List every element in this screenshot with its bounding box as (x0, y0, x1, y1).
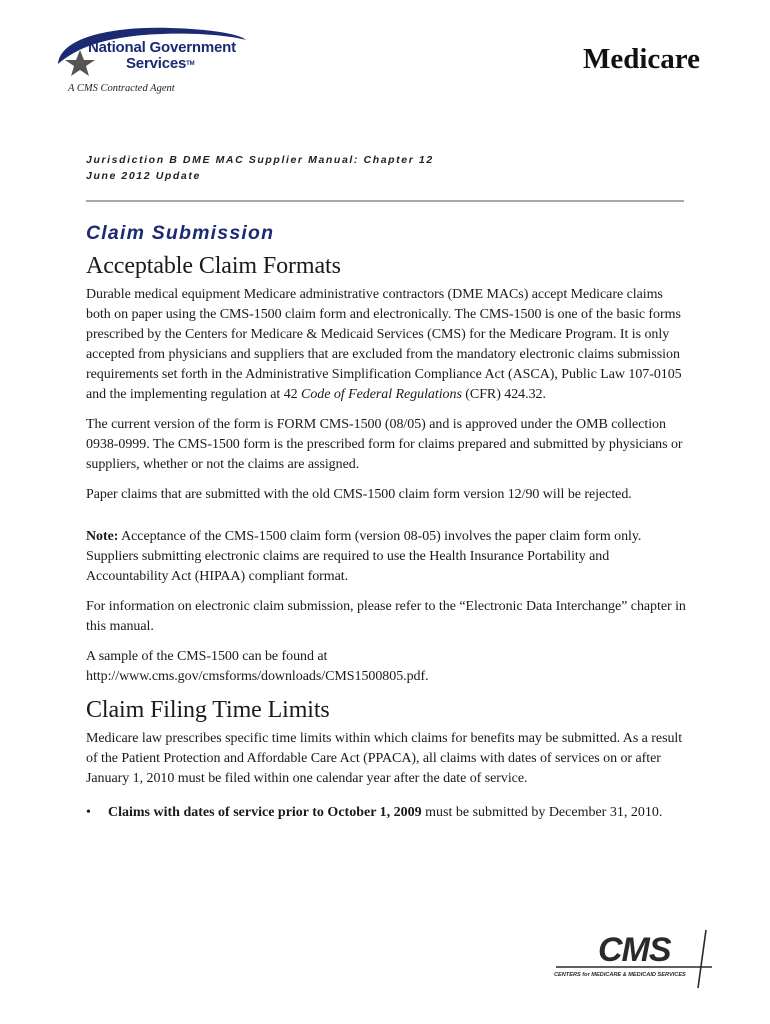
cms-wordmark: CMS (598, 931, 671, 969)
paragraph-rejected: Paper claims that are submitted with the old CMS-1500 claim form version 12/90 will be rejected. (86, 487, 632, 502)
ngs-name (88, 40, 236, 72)
trademark-mark: TM (186, 61, 195, 67)
paragraph-time-limits: Medicare law prescribes specific time limits within which claims for benefits may be submitted. As a result of the Patient Protection and Affordable Care Act (PPACA), all claims with dates of services on or after January 1, 2010 must be filed within one calendar year after the date of service. (86, 731, 683, 786)
time-limit-list (86, 803, 690, 823)
paragraph-current-version: The current version of the form is FORM CMS-1500 (08/05) and is approved under the OMB collection 0938-0999. The CMS-1500 form is the prescribed form for claims prepared and submitted by physicians or suppliers, whether or not the claims are assigned. (86, 417, 683, 472)
heading-acceptable-formats: Acceptable Claim Formats (86, 253, 341, 279)
paragraph-text: Durable medical equipment Medicare administrative contractors (DME MACs) accept Medicare claims both on paper using the CMS-1500 claim form and electronically. The CMS-1500 is one of the basic forms prescribed by the Centers for Medicare & Medicaid Services (CMS) for the Medicare Program. It is only accepted from physicians and suppliers that are excluded from the mandatory electronic claims submission requirements set forth in the Administrative Simplification Compliance Act (ASCA), Public Law 107-0105 and the implementing regulation at 42 (86, 287, 682, 402)
heading-time-limits: Claim Filing Time Limits (86, 697, 330, 723)
document-meta (86, 152, 434, 184)
note-label: Note: (86, 529, 119, 544)
bullet-icon: • (86, 805, 91, 820)
paragraph-edi-reference: For information on electronic claim submission, please refer to the “Electronic Data Interchange” chapter in this manual. (86, 599, 686, 634)
list-item-text: must be submitted by December 31, 2010. (421, 805, 663, 820)
ngs-tagline: A CMS Contracted Agent (68, 83, 175, 94)
paragraph-text: (CFR) 424.32. (461, 387, 546, 402)
cms-logo (548, 928, 718, 990)
sample-url: http://www.cms.gov/cmsforms/downloads/CMS1500805.pdf. (86, 669, 429, 684)
sample-text: A sample of the CMS-1500 can be found at (86, 649, 328, 664)
paragraph-sample (86, 647, 690, 687)
list-item-bold: Claims with dates of service prior to October 1, 2009 (108, 805, 422, 820)
note-paragraph (86, 527, 690, 587)
italic-citation: Code of Federal Regulations (301, 387, 462, 402)
ngs-name-line1: National Government (88, 39, 236, 56)
note-text: Acceptance of the CMS-1500 claim form (version 08-05) involves the paper claim form only. Suppliers submitting electronic claims are required to use the Health Insurance Portability and Accountability Act (HIPAA) compliant format. (86, 529, 642, 584)
list-item (86, 803, 690, 823)
update-date: June 2012 Update (86, 170, 201, 182)
manual-title: Jurisdiction B DME MAC Supplier Manual: Chapter 12 (86, 154, 434, 166)
cms-tagline: CENTERS for MEDICARE & MEDICAID SERVICES (554, 972, 686, 978)
header-divider (86, 200, 684, 202)
ngs-name-line2: Services (126, 55, 187, 72)
medicare-brand: Medicare (582, 43, 700, 75)
paragraph-dme-macs (86, 285, 690, 405)
section-title: Claim Submission (86, 222, 275, 244)
document-body (86, 222, 690, 823)
ngs-logo (50, 24, 250, 100)
